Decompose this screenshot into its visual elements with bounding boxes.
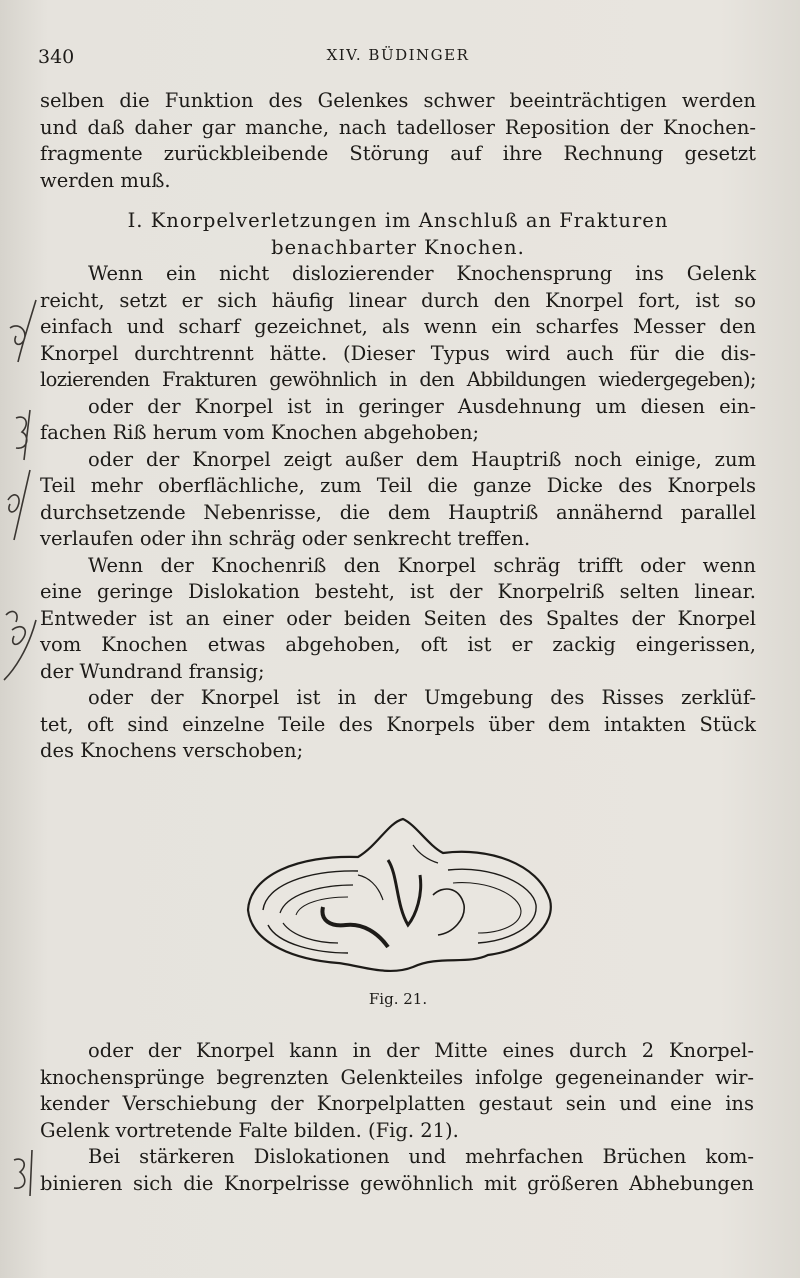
page-header [38,46,758,76]
text-line: und daß daher gar manche, nach tadelloser Reposition der Knochen- [40,115,756,139]
text-line: oder der Knorpel zeigt außer dem Hauptriß noch einige, zum [88,447,756,471]
text-line: eine geringe Dislokation besteht, ist der Knorpelriß selten linear. [40,580,756,603]
text-line: werden muß. [40,168,171,192]
text-line: verlaufen oder ihn schräg oder senkrecht treffen. [40,527,531,550]
text-line: oder der Knorpel kann in der Mitte eines durch 2 Knorpel- [88,1039,754,1062]
text-line: fragmente zurückbleibende Störung auf ihre Rechnung gesetzt [40,142,756,165]
section-heading: benachbarter Knochen. [271,235,525,259]
text-line: oder der Knorpel ist in der Umgebung des Risses zerklüf- [88,686,756,709]
body-text [40,88,756,765]
text-line: binieren sich die Knorpelrisse gewöhnlich mit größeren Abhebungen [40,1171,754,1195]
text-line: des Knochens verschoben; [40,739,304,762]
text-line: durchsetzende Nebenrisse, die dem Hauptriß annähernd parallel [40,500,756,524]
text-line: Teil mehr oberflächliche, zum Teil die ganze Dicke des Knorpels [40,474,756,497]
running-head: XIV. BÜDINGER [326,46,470,64]
text-line: lozierenden Frakturen gewöhnlich in den Abbildungen wiedergegeben); [40,368,756,391]
text-line: Entweder ist an einer oder beiden Seiten des Spaltes der Knorpel [40,606,756,630]
text-line: vom Knochen etwas abgehoben, oft ist er zackig eingerissen, [40,633,756,656]
text-line: fachen Riß herum vom Knochen abgehoben; [40,421,480,444]
text-line: Wenn der Knochenriß den Knorpel schräg trifft oder wenn [88,553,756,577]
text-line: tet, oft sind einzelne Teile des Knorpels über dem intakten Stück [40,712,756,736]
page-number: 340 [38,46,75,68]
text-line: der Wundrand fransig; [40,659,265,683]
text-line: selben die Funktion des Gelenkes schwer beeinträchtigen werden [40,89,756,112]
text-line: Gelenk vortretende Falte bilden. (Fig. 21). [40,1118,459,1142]
text-line: knochensprünge begrenzten Gelenkteiles infolge gegeneinander wir- [40,1065,754,1089]
figure-caption: Fig. 21. [368,990,428,1008]
text-line: oder der Knorpel ist in geringer Ausdehnung um diesen ein- [88,394,756,418]
text-line: einfach und scharf gezeichnet, als wenn ein scharfes Messer den [40,315,756,338]
figure-21-illustration [238,815,554,985]
text-line: Knorpel durchtrennt hätte. (Dieser Typus wird auch für die dis- [40,341,756,365]
body-text-continued [40,1038,754,1197]
text-line: Bei stärkeren Dislokationen und mehrfachen Brüchen kom- [88,1145,754,1168]
text-line: kender Verschiebung der Knorpelplatten gestaut sein und eine ins [40,1092,754,1115]
section-heading: I. Knorpelverletzungen im Anschluß an Frakturen [127,209,669,232]
text-line: reicht, setzt er sich häufig linear durch den Knorpel fort, ist so [40,288,756,312]
text-line: Wenn ein nicht dislozierender Knochensprung ins Gelenk [88,262,756,285]
